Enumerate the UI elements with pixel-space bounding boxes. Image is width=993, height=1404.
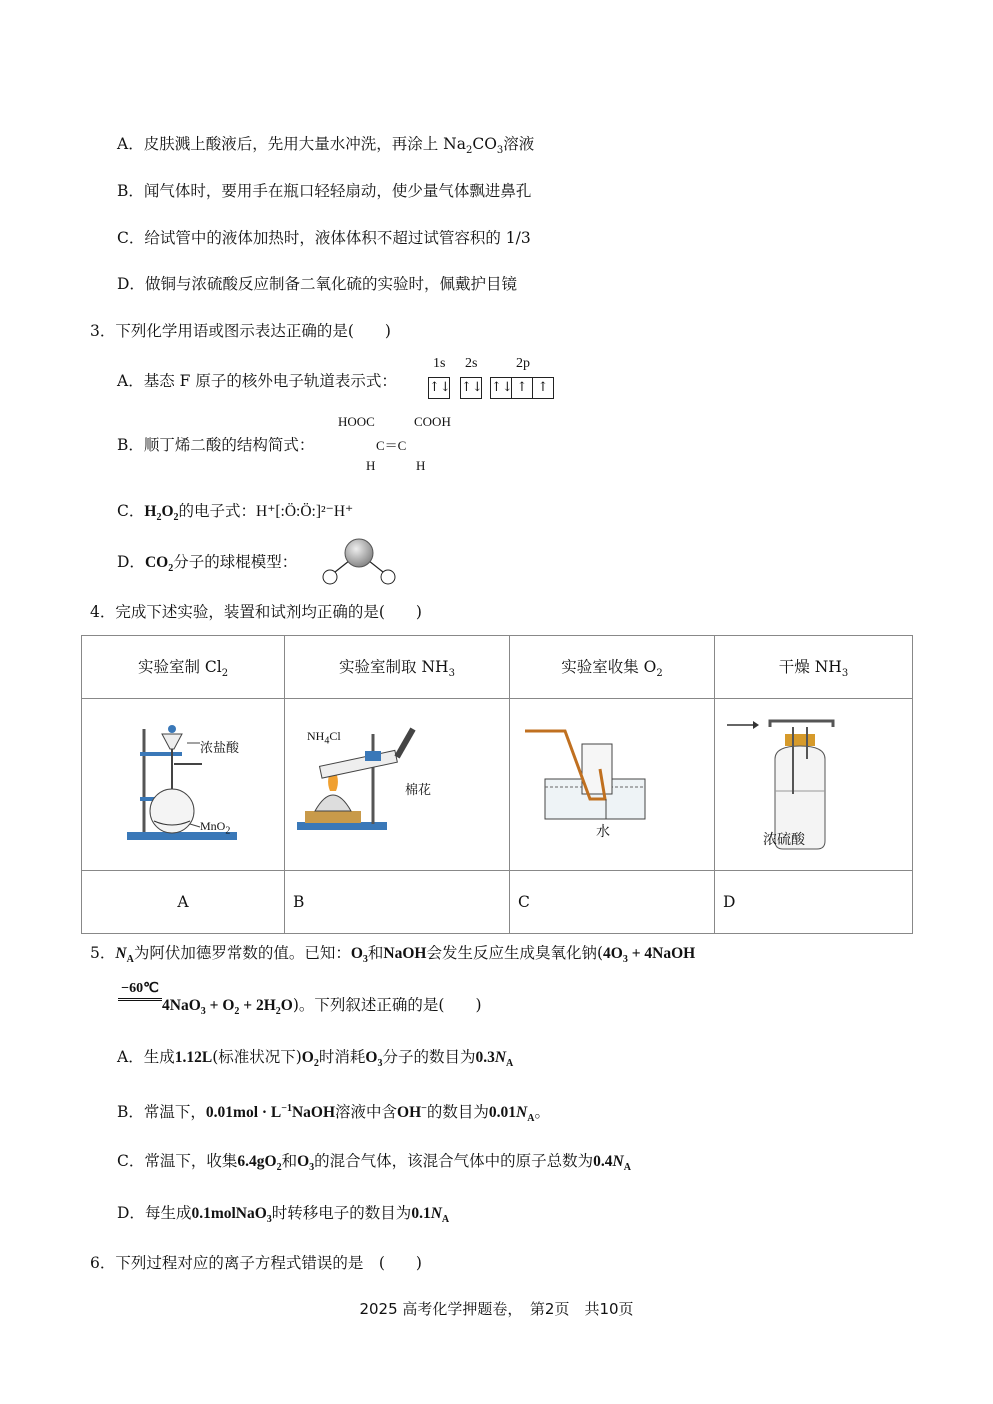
q5-option-d: D．每生成0.1molNaO$_3$时转移电子的数目为$0.1N_A$ [117, 1204, 450, 1226]
orbital-label-2s: 2s [465, 356, 478, 371]
q6-stem: 6．下列过程对应的离子方程式错误的是 ( ) [90, 1254, 422, 1272]
h2o2-electron-formula: H⁺[:Ö:Ö:]²⁻H⁺ [256, 503, 354, 520]
apparatus-a: 浓盐酸 MnO$_2$ [82, 699, 285, 871]
orbital-label-1s: 1s [433, 356, 446, 371]
orbital-1s: ↑↓ [428, 377, 450, 399]
q3-option-c: C．$H_2O_2$的电子式：H⁺[:Ö:Ö:]²⁻H⁺ [117, 502, 354, 524]
q5-option-b: B．常温下，$0.01mol \cdot L^{-1}NaOH$溶液中含OH−的数目为$0.01N_A$。 [117, 1103, 550, 1125]
q2-option-b: B．闻气体时，要用手在瓶口轻轻扇动，使少量气体飘进鼻孔 [117, 182, 532, 200]
co2-ball-stick-model [318, 536, 400, 588]
apparatus-d: 浓硫酸 [715, 699, 913, 871]
q2-option-a: A．皮肤溅上酸液后，先用大量水冲洗，再涂上 $Na_2CO_3$溶液 [117, 135, 535, 157]
apparatus-c: 水 [510, 699, 715, 871]
q4-stem: 4．完成下述实验，装置和试剂均正确的是( ) [90, 603, 422, 621]
q5-option-c: C．常温下，收集$6.4gO_2$和$O_3$的混合气体，该混合气体中的原子总数为$0.4N_A$ [117, 1152, 631, 1174]
q5-line2: $4NaO_3 + O_2 + 2H_2O$)。下列叙述正确的是( ) [162, 996, 482, 1018]
header-nh3-dry: 干燥 $NH_3$ [715, 636, 913, 699]
header-cl2: 实验室制 $Cl_2$ [82, 636, 285, 699]
maleic-acid-structure: HOOC COOH C＝C H H [338, 414, 451, 473]
q2-option-d: D．做铜与浓硫酸反应制备二氧化硫的实验时，佩戴护目镜 [117, 275, 517, 293]
label-a: A [82, 871, 285, 934]
q3-option-b: B．顺丁烯二酸的结构简式： [117, 436, 315, 454]
apparatus-b: $NH_4Cl$ 棉花 [285, 699, 510, 871]
orbital-2p: ↑↓ ↑ ↑ [490, 377, 554, 399]
header-nh3-prep: 实验室制取 $NH_3$ [285, 636, 510, 699]
q3-option-a: A．基态 F 原子的核外电子轨道表示式： [117, 372, 397, 390]
label-b: B [285, 871, 510, 934]
q2-option-c: C．给试管中的液体加热时，液体体积不超过试管容积的 1/3 [117, 229, 531, 247]
label-d: D [715, 871, 913, 934]
reaction-condition: −60℃ [118, 980, 162, 1001]
q5-line1: 5．$N_A$为阿伏加德罗常数的值。已知：$O_3$和NaOH会发生反应生成臭氧化钠($4O_3$ + 4NaOH [90, 944, 696, 966]
q5-option-a: A．生成1.12L(标准状况下)$O_2$时消耗$O_3$分子的数目为$0.3N_A$ [117, 1048, 514, 1070]
q3-option-d: D．$CO_2$分子的球棍模型： [117, 553, 298, 575]
header-o2-collect: 实验室收集 $O_2$ [510, 636, 715, 699]
experiment-table [81, 635, 913, 934]
page-footer: 2025 高考化学押题卷， 第2页 共10页 [359, 1300, 634, 1318]
orbital-label-2p: 2p [516, 356, 530, 371]
q3-stem: 3．下列化学用语或图示表达正确的是( ) [90, 322, 391, 340]
label-c: C [510, 871, 715, 934]
orbital-2s: ↑↓ [460, 377, 482, 399]
